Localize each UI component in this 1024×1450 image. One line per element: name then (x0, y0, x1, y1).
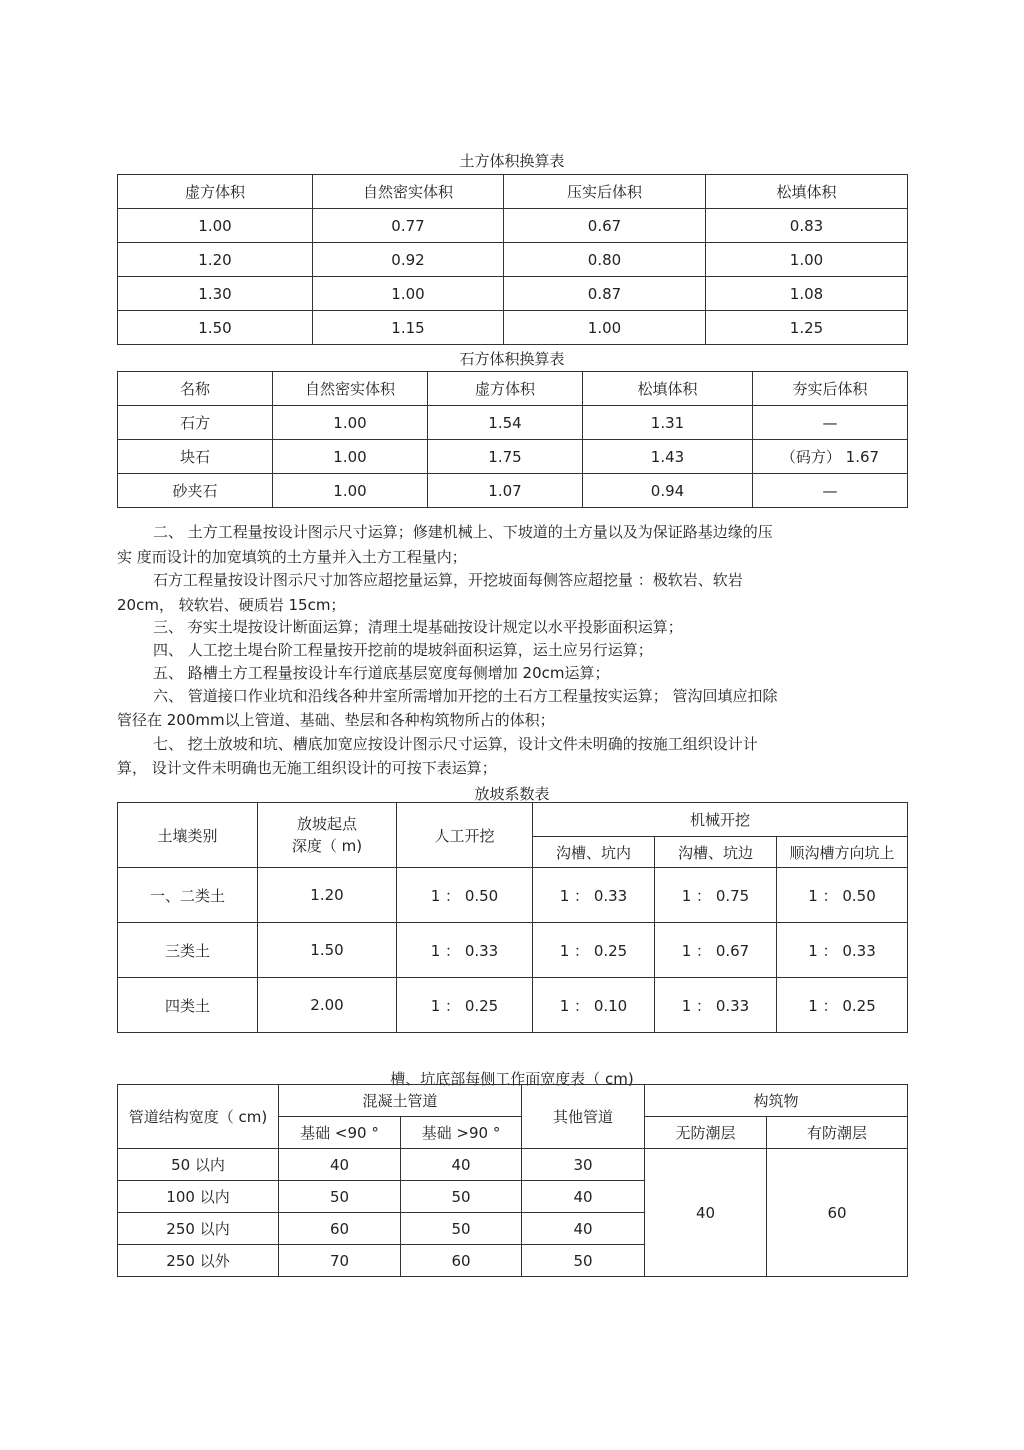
table3-caption: 放坡系数表 (474, 785, 550, 803)
table-cell: 1.43 (583, 440, 753, 474)
table-cell: 1 ： 0.50 (777, 868, 908, 923)
header-cell: 基础 <90 ° (279, 1117, 401, 1149)
paragraph-2a: 二、 土方工程量按设计图示尺寸运算；修建机械上、下坡道的土方量以及为保证路基边缘的压 (153, 523, 773, 541)
table-cell: 1.00 (273, 474, 428, 508)
paragraph-7b: 算， 设计文件未明确也无施工组织设计的可按下表运算； (117, 759, 497, 777)
header-cell: 压实后体积 (504, 175, 706, 209)
table2-caption: 石方体积换算表 (459, 350, 565, 368)
header-cell: 虚方体积 (118, 175, 313, 209)
rock-volume-table (117, 371, 908, 508)
table-row (118, 243, 908, 277)
header-cell: 人工开挖 (397, 803, 533, 868)
header-cell: 名称 (118, 372, 273, 406)
table-cell: 1.07 (428, 474, 583, 508)
table-cell: 2.00 (258, 978, 397, 1033)
table-row (118, 868, 908, 923)
table-cell: 1.00 (313, 277, 504, 311)
paragraph-rock-a: 石方工程量按设计图示尺寸加答应超挖量运算，开挖坡面每侧答应超挖量 ：极软岩、软岩 (153, 571, 743, 589)
table-cell: 50 (401, 1181, 522, 1213)
table-cell: 40 (522, 1213, 645, 1245)
slope-coefficient-table (117, 802, 908, 1033)
table-cell: 块石 (118, 440, 273, 474)
table-row (118, 406, 908, 440)
table-row (118, 474, 908, 508)
header-cell: 夯实后体积 (753, 372, 908, 406)
table-cell: 0.67 (504, 209, 706, 243)
table-cell: 1 ： 0.33 (397, 923, 533, 978)
table-row (118, 978, 908, 1033)
table-cell: 250 以内 (118, 1213, 279, 1245)
table-cell: 0.94 (583, 474, 753, 508)
header-line: 放坡起点 (296, 815, 357, 833)
table-cell: 1 ： 0.67 (655, 923, 777, 978)
table-cell: 50 (522, 1245, 645, 1277)
table-cell: 50 (279, 1181, 401, 1213)
table-cell: 1.00 (273, 440, 428, 474)
header-cell: 松填体积 (706, 175, 908, 209)
table-cell: 50 以内 (118, 1149, 279, 1181)
table-cell: 1 ： 0.10 (533, 978, 655, 1033)
table-cell: 1 ： 0.25 (533, 923, 655, 978)
table-header-row (118, 372, 908, 406)
table-cell: 1 ： 0.25 (397, 978, 533, 1033)
table-cell: 1.31 (583, 406, 753, 440)
table-cell: （码方） 1.67 (753, 440, 908, 474)
table-cell: 1.00 (504, 311, 706, 345)
table-cell: 250 以外 (118, 1245, 279, 1277)
table-cell: 0.77 (313, 209, 504, 243)
table-header-row (118, 175, 908, 209)
table-cell: 60 (767, 1149, 908, 1277)
table-cell: 1.30 (118, 277, 313, 311)
earth-volume-table (117, 174, 908, 345)
header-cell: 构筑物 (645, 1085, 908, 1117)
table-cell: 1.20 (118, 243, 313, 277)
table-cell: 1 ： 0.25 (777, 978, 908, 1033)
header-cell: 机械开挖 (533, 803, 908, 837)
header-cell: 有防潮层 (767, 1117, 908, 1149)
table-cell: 1 ： 0.75 (655, 868, 777, 923)
header-cell (258, 803, 397, 868)
header-cell: 虚方体积 (428, 372, 583, 406)
table-cell: 1.15 (313, 311, 504, 345)
table-cell: 1.00 (273, 406, 428, 440)
table-cell: 1.54 (428, 406, 583, 440)
table-row (118, 1149, 908, 1181)
header-cell: 土壤类别 (118, 803, 258, 868)
table-row (118, 923, 908, 978)
table-row (118, 440, 908, 474)
paragraph-6a: 六、 管道接口作业坑和沿线各种井室所需增加开挖的土石方工程量按实运算； 管沟回填应扣除 (153, 687, 778, 705)
table-cell: 0.92 (313, 243, 504, 277)
table-cell: 石方 (118, 406, 273, 440)
table-header-row (118, 803, 908, 837)
table-cell: 60 (279, 1213, 401, 1245)
table-cell: 1.75 (428, 440, 583, 474)
table-cell: — (753, 406, 908, 440)
table-cell: 30 (522, 1149, 645, 1181)
table-cell: 1.50 (258, 923, 397, 978)
table-cell: 60 (401, 1245, 522, 1277)
table-cell: 0.87 (504, 277, 706, 311)
table-cell: 1 ： 0.50 (397, 868, 533, 923)
table-row (118, 277, 908, 311)
header-cell: 无防潮层 (645, 1117, 767, 1149)
paragraph-2b: 实 度而设计的加宽填筑的土方量并入土方工程量内； (117, 548, 467, 566)
header-cell: 基础 >90 ° (401, 1117, 522, 1149)
paragraph-3: 三、 夯实土堤按设计断面运算；清理土堤基础按设计规定以水平投影面积运算； (153, 618, 683, 636)
table-cell: 40 (645, 1149, 767, 1277)
table-cell: 0.83 (706, 209, 908, 243)
table-cell: 40 (279, 1149, 401, 1181)
table-cell: 1.00 (706, 243, 908, 277)
table-cell: 1 ： 0.33 (655, 978, 777, 1033)
header-cell: 管道结构宽度（ cm) (118, 1085, 279, 1149)
table-cell: 四类土 (118, 978, 258, 1033)
table-cell: 一、二类土 (118, 868, 258, 923)
header-cell: 顺沟槽方向坑上 (777, 837, 908, 868)
table-row (118, 311, 908, 345)
paragraph-6b: 管径在 200mm以上管道、基础、垫层和各种构筑物所占的体积； (117, 711, 555, 729)
header-cell: 自然密实体积 (273, 372, 428, 406)
paragraph-7a: 七、 挖土放坡和坑、槽底加宽应按设计图示尺寸运算，设计文件未明确的按施工组织设计计 (153, 735, 758, 753)
table-cell: 50 (401, 1213, 522, 1245)
table-header-row (118, 1085, 908, 1117)
table-cell: 1 ： 0.33 (777, 923, 908, 978)
table-cell: 1.25 (706, 311, 908, 345)
header-cell: 混凝土管道 (279, 1085, 522, 1117)
table-cell: 1.00 (118, 209, 313, 243)
header-cell: 沟槽、坑内 (533, 837, 655, 868)
table-cell: 1.20 (258, 868, 397, 923)
table-cell: 1.08 (706, 277, 908, 311)
table-cell: 1.50 (118, 311, 313, 345)
table-cell: 0.80 (504, 243, 706, 277)
table-cell: 40 (522, 1181, 645, 1213)
work-face-width-table (117, 1084, 908, 1277)
header-line: 深度（ m) (291, 837, 363, 855)
table1-caption: 土方体积换算表 (459, 152, 565, 170)
header-cell: 沟槽、坑边 (655, 837, 777, 868)
table4-caption: 槽、坑底部每侧工作面宽度表（ cm) (390, 1070, 634, 1088)
table-cell: 40 (401, 1149, 522, 1181)
paragraph-5: 五、 路槽土方工程量按设计车行道底基层宽度每侧增加 20cm运算； (153, 664, 610, 682)
table-cell: 三类土 (118, 923, 258, 978)
table-cell: 70 (279, 1245, 401, 1277)
header-cell: 其他管道 (522, 1085, 645, 1149)
table-cell: 砂夹石 (118, 474, 273, 508)
table-cell: 100 以内 (118, 1181, 279, 1213)
header-cell: 松填体积 (583, 372, 753, 406)
paragraph-rock-b: 20cm， 较软岩、硬质岩 15cm； (117, 596, 346, 614)
table-row (118, 209, 908, 243)
header-cell: 自然密实体积 (313, 175, 504, 209)
table-cell: 1 ： 0.33 (533, 868, 655, 923)
table-cell: — (753, 474, 908, 508)
paragraph-4: 四、 人工挖土堤台阶工程量按开挖前的堤坡斜面积运算，运土应另行运算； (153, 641, 653, 659)
